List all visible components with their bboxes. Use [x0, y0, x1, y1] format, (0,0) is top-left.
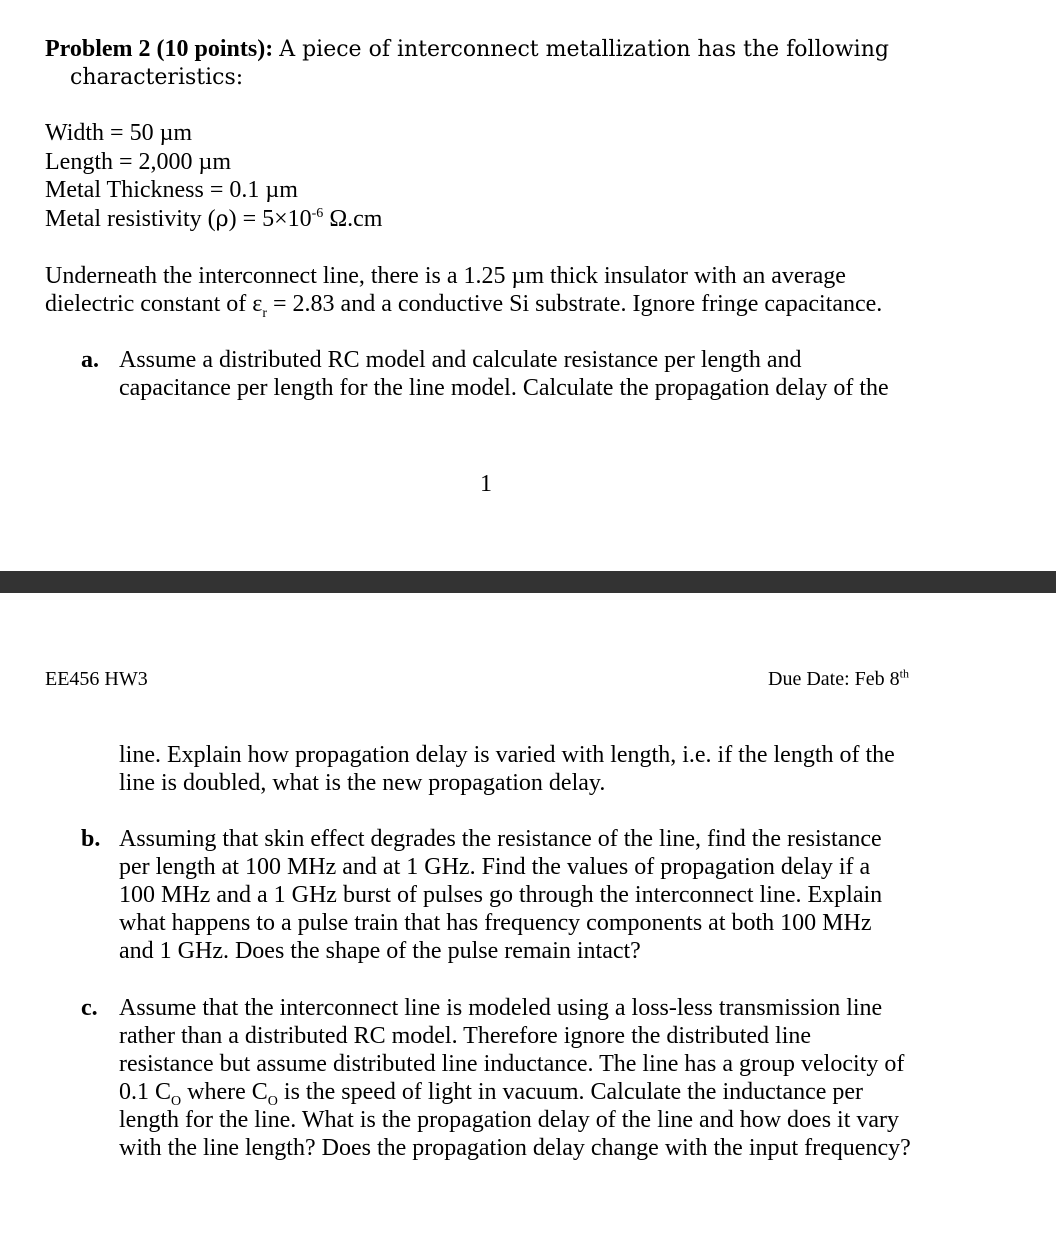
part-a-cont-line-1: line. Explain how propagation delay is varied with length, i.e. if the length of the [119, 742, 895, 768]
insulator-line-2 [45, 290, 883, 321]
part-b-line-3: 100 MHz and a 1 GHz burst of pulses go through the interconnect line. Explain [119, 882, 883, 908]
problem-intro-cont: characteristics: [70, 65, 244, 90]
problem-title: Problem 2 (10 points): [45, 36, 274, 62]
part-c-line-4 [119, 1078, 864, 1109]
header-course: EE456 HW3 [45, 668, 148, 690]
velocity-value: 0.1 C [119, 1079, 172, 1105]
part-b-line-2: per length at 100 MHz and at 1 GHz. Find the values of propagation delay if a [119, 854, 871, 880]
dielectric-label: dielectric constant of ε [45, 291, 263, 317]
problem-intro: A piece of interconnect metallization has the following [279, 37, 889, 62]
char-thickness: Metal Thickness = 0.1 µm [45, 177, 298, 203]
part-b-line-5: and 1 GHz. Does the shape of the pulse remain intact? [119, 938, 641, 964]
char-resistivity [45, 205, 382, 234]
dielectric-rest: = 2.83 and a conductive Si substrate. Ignore fringe capacitance. [267, 291, 883, 317]
part-c-line-2: rather than a distributed RC model. Therefore ignore the distributed line [119, 1023, 812, 1049]
due-date-suffix: th [899, 666, 909, 681]
char-length: Length = 2,000 µm [45, 149, 232, 175]
problem-heading [45, 35, 889, 64]
part-a-line-1: Assume a distributed RC model and calculate resistance per length and [119, 347, 802, 373]
part-c-label: c. [81, 995, 98, 1021]
rho-symbol: ρ [215, 207, 229, 232]
c0-subscript-2: O [267, 1093, 278, 1109]
resistivity-label: Metal resistivity ( [45, 206, 216, 232]
part-a-line-2: capacitance per length for the line model. Calculate the propagation delay of the [119, 375, 889, 401]
part-c-line-1: Assume that the interconnect line is modeled using a loss-less transmission line [119, 995, 883, 1021]
epsilon-subscript: r [262, 305, 267, 321]
resistivity-exponent: -6 [311, 206, 324, 221]
page-divider [0, 571, 1056, 593]
velocity-rest: is the speed of light in vacuum. Calculate the inductance per [277, 1079, 864, 1105]
insulator-line-1: Underneath the interconnect line, there is a 1.25 µm thick insulator with an average [45, 263, 846, 289]
part-c-line-3: resistance but assume distributed line inductance. The line has a group velocity of [119, 1051, 905, 1077]
c0-subscript-1: O [171, 1093, 182, 1109]
header-due-date [768, 665, 909, 693]
part-b-label: b. [81, 826, 101, 852]
part-a-cont-line-2: line is doubled, what is the new propagation delay. [119, 770, 606, 796]
due-date-text: Due Date: Feb 8 [768, 668, 900, 690]
char-width: Width = 50 µm [45, 120, 193, 146]
part-b-line-4: what happens to a pulse train that has frequency components at both 100 MHz [119, 910, 872, 936]
part-c-line-6: with the line length? Does the propagation delay change with the input frequency? [119, 1135, 911, 1161]
part-a-label: a. [81, 347, 99, 373]
resistivity-unit: Ω.cm [323, 206, 383, 232]
velocity-where: where C [181, 1079, 268, 1105]
part-b-line-1: Assuming that skin effect degrades the resistance of the line, find the resistance [119, 826, 882, 852]
page-number: 1 [480, 471, 492, 497]
part-c-line-5: length for the line. What is the propagation delay of the line and how does it vary [119, 1107, 900, 1133]
resistivity-value: ) = 5×10 [228, 206, 312, 232]
